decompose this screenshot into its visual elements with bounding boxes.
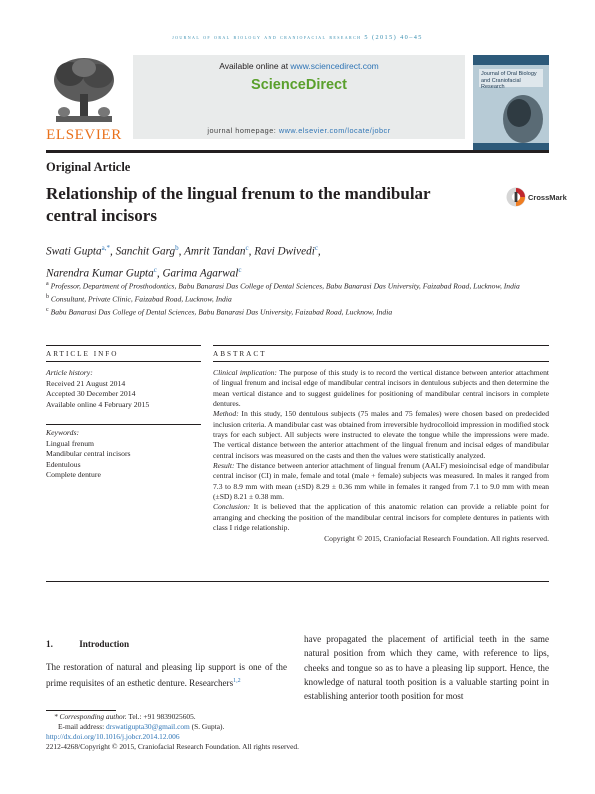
footnote-rule — [46, 710, 116, 711]
abstract-text: In this study, 150 dentulous subjects (75 males and 75 females) were chosen based on predecided inclusion criteria. A mandibular cast was obtained from irreversible hydrocolloid impression in modified stock trays for each subject. All subjects were instructed to elevate the tongue while the impressions were made. The vertical distance between the anterior attachment of the lingual frenum and incisal edges of mandibular central incisors was measured on the casts and then the values were statistically analyzed. — [213, 409, 549, 460]
section-heading-introduction — [46, 639, 129, 649]
author-affiliation-marker[interactable]: c — [238, 265, 242, 274]
affiliation-item — [46, 279, 549, 292]
keywords-label: Keywords: — [46, 428, 80, 437]
journal-cover-image — [473, 55, 549, 151]
history-received: Received 21 August 2014 — [46, 378, 126, 388]
abstract-heading: ABSTRACT — [213, 350, 267, 358]
history-accepted: Accepted 30 December 2014 — [46, 389, 136, 399]
abstract-paragraph — [213, 409, 549, 461]
author-affiliation-marker[interactable]: a,* — [101, 244, 110, 252]
affiliation-marker: a — [46, 281, 49, 287]
abstract-paragraph — [213, 502, 549, 533]
abstract-bottom-rule — [46, 581, 549, 582]
abstract-text: The purpose of this study is to record the vertical distance between anterior attachment of lingual frenum and incisal edge of mandibular central incisors in dentulous subjects and then determine the mean vertical distance and to suggest guidelines for positioning of mandibular central incisors in complete dentures. — [213, 368, 549, 409]
section-number: 1. — [46, 639, 53, 649]
email-note — [46, 722, 549, 732]
abstract-label: Conclusion: — [213, 502, 251, 512]
abstract-body — [213, 368, 549, 544]
article-history — [46, 368, 201, 410]
author-separator: , — [178, 245, 185, 258]
affiliations — [46, 279, 549, 318]
abstract-text: It is believed that the application of this anatomic relation can provide a reliable point for arranging and checking the position of the mandibular central incisors for complete dentures in patients with class I ridge relationship. — [213, 502, 549, 533]
header-rule — [46, 150, 549, 153]
intro-text-right: have propagated the placement of artificial teeth in the same natural position from which they came, with reference to lips, cheeks and tongue so as to have a pleasing lip support. Hence, the knowledge of natural tooth position is a valuable starting point in establishing anterior tooth position for most — [304, 634, 549, 702]
abstract-label: Result: — [213, 461, 235, 471]
abstract-label: Method: — [213, 409, 239, 419]
affiliation-marker: c — [46, 307, 49, 314]
abstract-text: The distance between anterior attachment of lingual frenum (AALF) mesioincisal edge of mandibular central incisor (CI) in male, female and total (male + female) subjects was measured. In males it ranged from 7.3 to 8.9 mm with mean (±SD) 8.29 ± 0.36 mm while in females it ranged from 7.1 to 9.0 mm with mean (±SD) 8.21 ± 0.38 mm. — [213, 461, 549, 502]
author-separator: , — [317, 245, 321, 258]
issn-copyright: 2212-4268/Copyright © 2015, Craniofacial Research Foundation. All rights reserved. — [46, 742, 299, 751]
citation-link[interactable]: 1,2 — [233, 678, 241, 685]
abstract-paragraph — [213, 368, 549, 409]
email-link[interactable]: drswatigupta30@gmail.com — [106, 722, 190, 731]
affiliation-text: Babu Banarasi Das College of Dental Sciences, Babu Banarasi Das University, Faizabad Road, Lucknow, India — [50, 307, 393, 317]
author-affiliation-marker[interactable]: b — [175, 244, 179, 252]
affiliation-marker: b — [46, 294, 49, 301]
abstract-copyright: Copyright © 2015, Craniofacial Research Foundation. All rights reserved. — [324, 533, 549, 543]
section-title: Introduction — [79, 639, 130, 649]
keywords — [46, 428, 201, 481]
abstract-label: Clinical implication: — [213, 368, 277, 377]
crossmark-label: CrossMark — [528, 193, 567, 202]
keywords-rule — [46, 424, 201, 425]
author-name[interactable]: Garima Agarwal — [162, 267, 239, 280]
abstract-top-rule — [213, 345, 549, 346]
available-online-prefix: Available online at — [219, 61, 291, 71]
footnotes — [46, 712, 549, 752]
affiliation-text: Consultant, Private Clinic, Faizabad Road, Lucknow, India — [50, 294, 232, 304]
article-title: Relationship of the lingual frenum to the mandibular central incisors — [46, 184, 431, 225]
keyword-item[interactable]: Mandibular central incisors — [46, 449, 131, 459]
history-online: Available online 4 February 2015 — [46, 399, 150, 409]
email-suffix: (S. Gupta). — [189, 722, 225, 731]
author-name[interactable]: Amrit Tandan — [184, 245, 246, 258]
author-name[interactable]: Sanchit Garg — [115, 245, 176, 258]
author-separator: , — [110, 245, 116, 258]
keyword-item[interactable]: Lingual frenum — [46, 438, 95, 448]
intro-text-left — [46, 660, 287, 691]
intro-paragraph: The restoration of natural and pleasing lip support is one of the prime requisites of an esthetic denture. Researchers — [46, 662, 287, 689]
article-info-top-rule — [46, 345, 201, 346]
sciencedirect-title: ScienceDirect — [251, 77, 347, 93]
article-info-sub-rule — [46, 361, 201, 362]
author-name[interactable]: Swati Gupta — [46, 245, 102, 258]
author-name[interactable]: Ravi Dwivedi — [254, 245, 315, 258]
affiliation-item — [46, 292, 549, 305]
abstract-paragraph — [213, 461, 549, 502]
journal-running-header: journal of oral biology and craniofacial research 5 (2015) 40–45 — [172, 34, 423, 41]
article-type: Original Article — [46, 160, 131, 174]
telephone: Tel.: +91 9839025605. — [126, 712, 196, 721]
article-info-heading: ARTICLE INFO — [46, 350, 119, 358]
corresponding-label: * Corresponding author. — [54, 712, 127, 721]
author-affiliation-marker[interactable]: c — [245, 244, 249, 252]
author-affiliation-marker[interactable]: c — [314, 244, 318, 252]
history-label: Article history: — [46, 368, 93, 377]
author-name[interactable]: Narendra Kumar Gupta — [46, 267, 154, 280]
affiliation-text: Professor, Department of Prosthodontics, Babu Banarasi Das College of Dental Sciences, Babu Banarasi Das University, Faizabad Road, Lucknow, India — [50, 281, 520, 291]
crossmark-icon — [506, 187, 526, 207]
cover-title: Journal of Oral Biology and Craniofacial Research — [481, 71, 537, 90]
elsevier-wordmark: ELSEVIER — [46, 127, 122, 143]
affiliation-item — [46, 305, 549, 318]
sciencedirect-link[interactable]: www.sciencedirect.com — [290, 61, 379, 71]
abstract-sub-rule — [213, 361, 549, 362]
keyword-item[interactable]: Complete denture — [46, 470, 101, 480]
corresponding-author-note — [46, 712, 549, 722]
homepage-link[interactable]: www.elsevier.com/locate/jobcr — [278, 126, 391, 135]
doi-link[interactable]: http://dx.doi.org/10.1016/j.jobcr.2014.12.006 — [46, 732, 180, 741]
available-online-line — [133, 61, 465, 71]
author-separator: , — [248, 245, 255, 258]
author-separator: , — [156, 267, 163, 280]
author-list — [46, 239, 506, 282]
elsevier-tree-icon — [46, 54, 122, 126]
homepage-label: journal homepage: — [207, 126, 279, 135]
keyword-item[interactable]: Edentulous — [46, 459, 81, 469]
author-affiliation-marker[interactable]: c — [153, 265, 157, 274]
journal-homepage-line — [133, 126, 465, 135]
email-label: E-mail address: — [58, 722, 107, 731]
